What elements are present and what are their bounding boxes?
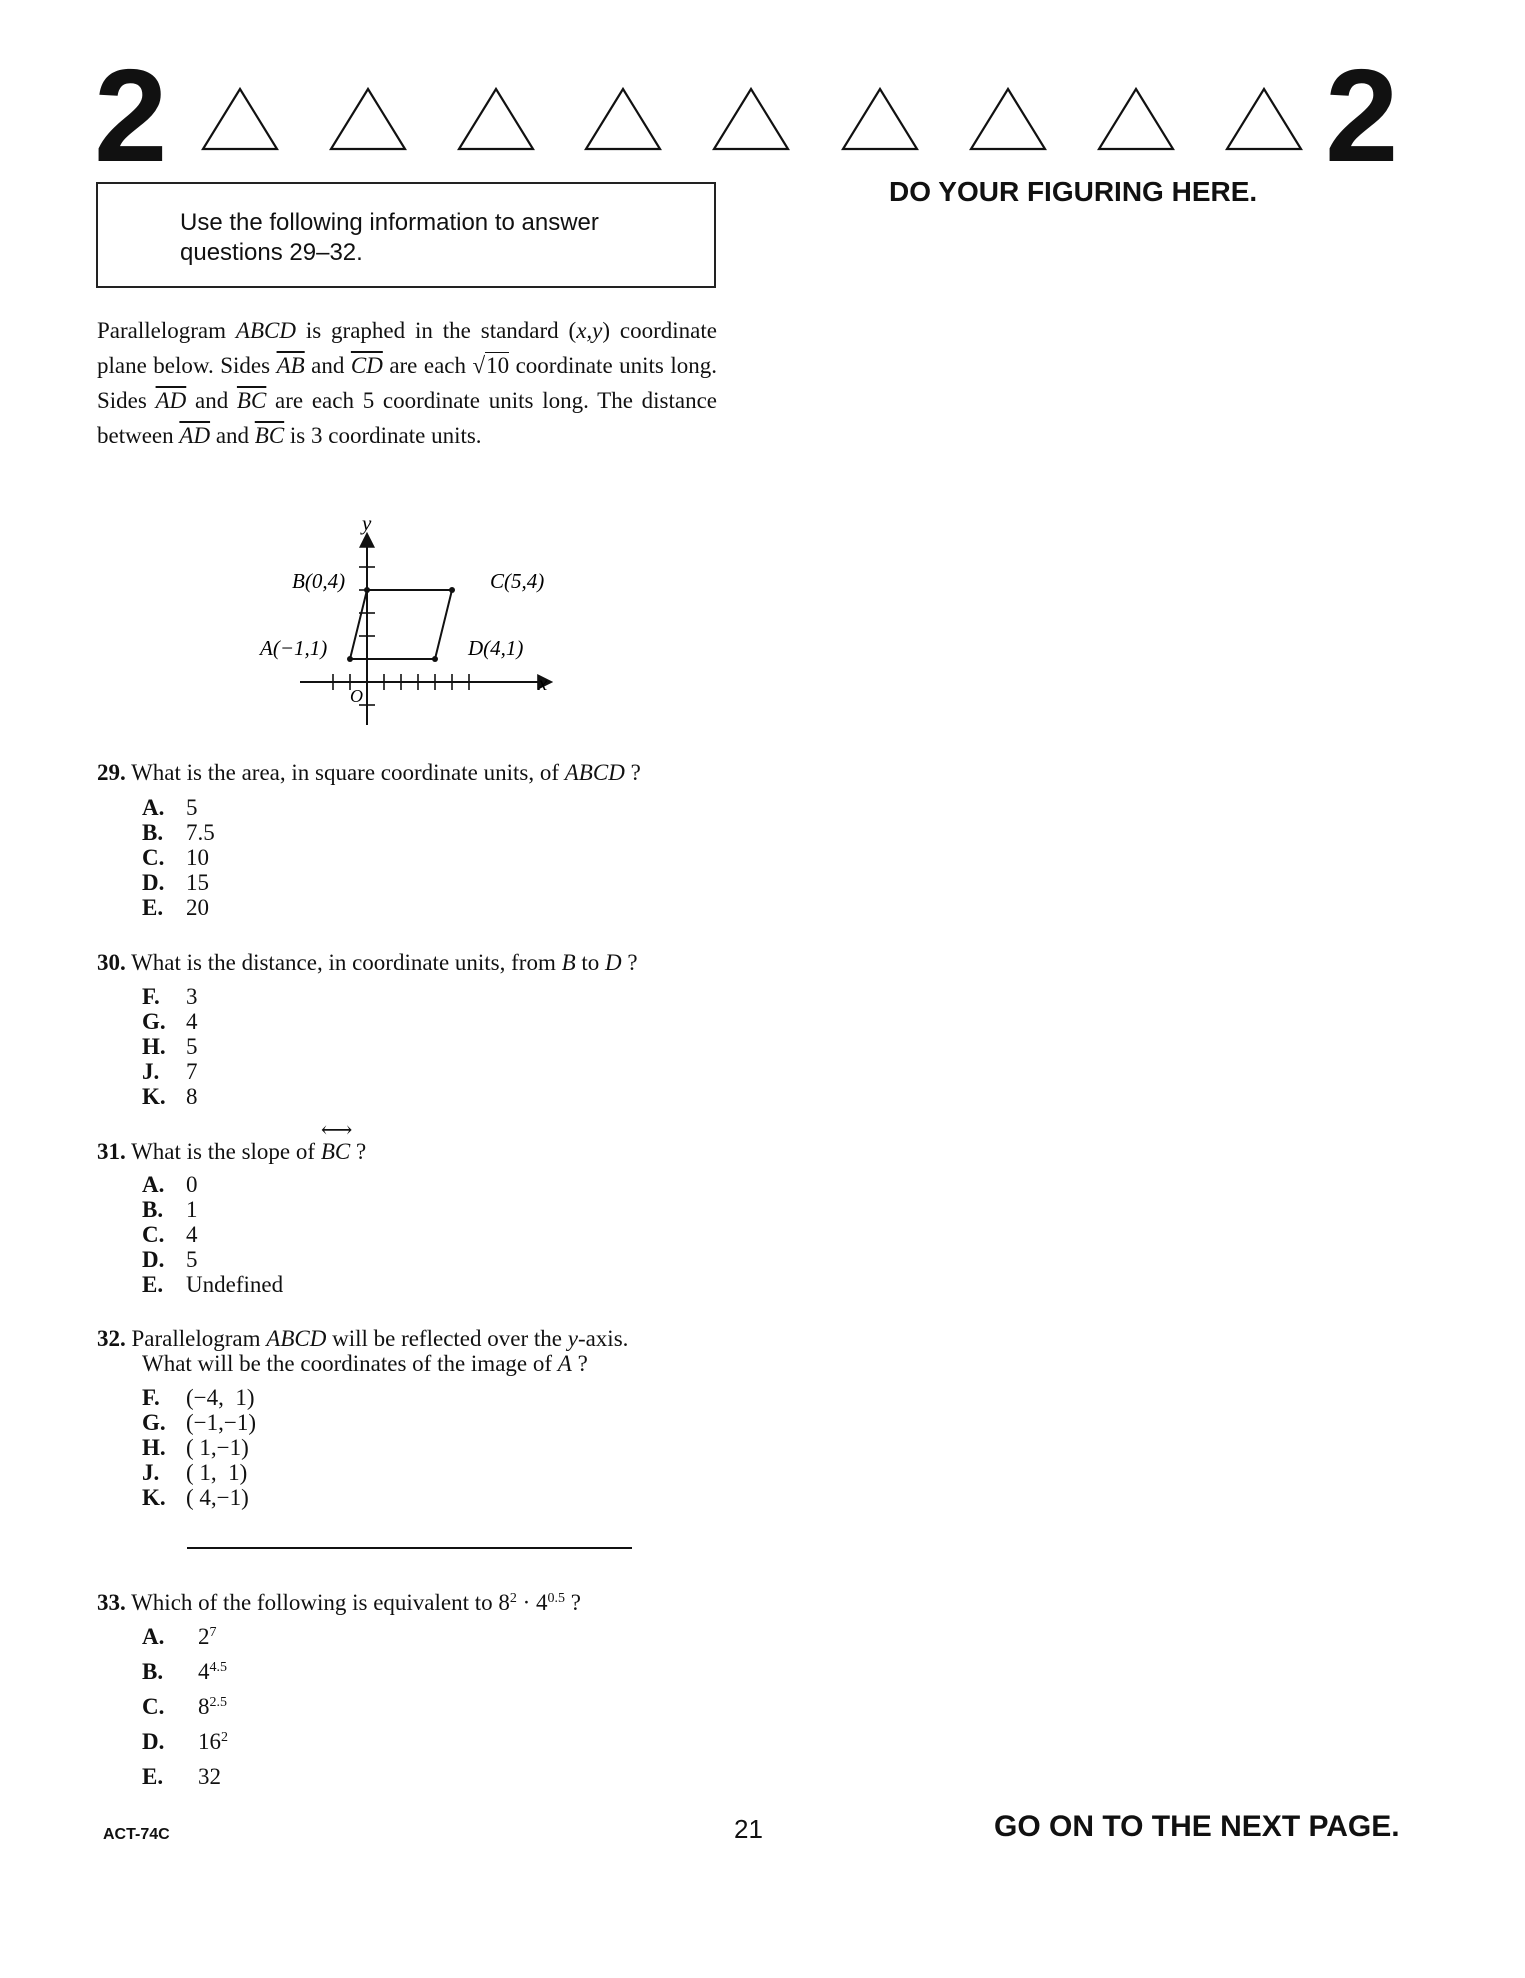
vertex-c bbox=[449, 587, 455, 593]
choice-text: $2^7$ bbox=[198, 1624, 217, 1649]
figuring-note: DO YOUR FIGURING HERE. bbox=[889, 176, 1258, 207]
choice-letter: C. bbox=[142, 1222, 165, 1247]
question-33: 33. Which of the following is equivalent to $8^2 \cdot 4^{0.5}$ ? bbox=[97, 1590, 582, 1615]
answer-choice[interactable] bbox=[142, 1272, 283, 1297]
y-axis-label: y bbox=[362, 511, 372, 535]
answer-choice[interactable] bbox=[142, 984, 198, 1009]
answer-choice[interactable] bbox=[142, 1197, 283, 1222]
choice-text: (−1,−1) bbox=[186, 1410, 257, 1435]
vertex-a bbox=[347, 656, 353, 662]
question-32-choices bbox=[142, 1385, 256, 1510]
point-b-label: B(0,4) bbox=[292, 569, 346, 593]
choice-text: 20 bbox=[186, 895, 209, 920]
form-code: ACT-74C bbox=[103, 1826, 170, 1843]
answer-choice[interactable] bbox=[142, 895, 215, 920]
intro-paragraph: Parallelogram ABCD is graphed in the standard (x,y) coordinate plane below. Sides $\overline{AB}$ and $\overline{CD}$ are each √10 coordinate units long. Sides $\overline{AD}$ and $\overline{BC}$ are each 5 coordinate units long. The distance between $\overline{AD}$ and $\overline{BC}$ is 3 coordinate units. bbox=[97, 318, 717, 448]
choice-text: ( 1,−1) bbox=[186, 1435, 249, 1460]
question-33-choices bbox=[142, 1622, 228, 1797]
section-number-left: 2 bbox=[94, 42, 166, 189]
choice-letter: J. bbox=[142, 1460, 160, 1485]
answer-choice[interactable] bbox=[142, 1622, 228, 1657]
vertex-dots bbox=[347, 587, 455, 662]
choice-text: 10 bbox=[186, 845, 209, 870]
parallelogram-figure bbox=[250, 505, 570, 735]
outline-triangle-icon-2 bbox=[328, 86, 408, 152]
choice-letter: F. bbox=[142, 984, 160, 1009]
outline-triangle-icon-8 bbox=[1096, 86, 1176, 152]
outline-triangle-icon-1 bbox=[200, 86, 280, 152]
x-axis-label: x bbox=[538, 671, 548, 695]
section-divider bbox=[187, 1547, 632, 1549]
answer-choice[interactable] bbox=[142, 1059, 198, 1084]
answer-choice[interactable] bbox=[142, 1435, 256, 1460]
vertex-d bbox=[432, 656, 438, 662]
choice-letter: B. bbox=[142, 820, 164, 845]
question-29-choices bbox=[142, 795, 215, 920]
question-31-choices bbox=[142, 1172, 283, 1297]
segment-ab: $\overline{AB}$ bbox=[276, 353, 305, 378]
axis-ticks bbox=[333, 567, 469, 705]
info-box bbox=[96, 182, 716, 288]
choice-letter: D. bbox=[142, 870, 165, 895]
section-number-right: 2 bbox=[1325, 42, 1397, 189]
segment-bc: $\overline{BC}$ bbox=[236, 388, 267, 413]
answer-choice[interactable] bbox=[142, 1222, 283, 1247]
choice-letter: D. bbox=[142, 1729, 165, 1754]
choice-letter: K. bbox=[142, 1485, 166, 1510]
choice-letter: J. bbox=[142, 1059, 160, 1084]
answer-choice[interactable] bbox=[142, 1084, 198, 1109]
answer-choice[interactable] bbox=[142, 820, 215, 845]
choice-letter: E. bbox=[142, 1764, 164, 1789]
vertex-b bbox=[364, 587, 370, 593]
question-29: 29. What is the area, in square coordinate units, of ABCD ? bbox=[97, 760, 641, 785]
answer-choice[interactable] bbox=[142, 1762, 228, 1797]
outline-triangle-icon-5 bbox=[711, 86, 791, 152]
choice-text: (−4, 1) bbox=[186, 1385, 255, 1410]
answer-choice[interactable] bbox=[142, 1172, 283, 1197]
answer-choice[interactable] bbox=[142, 1485, 256, 1510]
answer-choice[interactable] bbox=[142, 795, 215, 820]
choice-letter: K. bbox=[142, 1084, 166, 1109]
choice-letter: E. bbox=[142, 1272, 164, 1297]
point-a-label: A(−1,1) bbox=[260, 636, 328, 660]
choice-letter: H. bbox=[142, 1034, 166, 1059]
question-30: 30. What is the distance, in coordinate units, from B to D ? bbox=[97, 950, 638, 975]
choice-text: 8 bbox=[186, 1084, 198, 1109]
choice-letter: A. bbox=[142, 1624, 165, 1649]
choice-letter: F. bbox=[142, 1385, 160, 1410]
choice-text: 1 bbox=[186, 1197, 198, 1222]
choice-text: 5 bbox=[186, 1247, 198, 1272]
choice-text: 15 bbox=[186, 870, 209, 895]
answer-choice[interactable] bbox=[142, 1657, 228, 1692]
answer-choice[interactable] bbox=[142, 845, 215, 870]
choice-text: 5 bbox=[186, 1034, 198, 1059]
answer-choice[interactable] bbox=[142, 1460, 256, 1485]
page-number: 21 bbox=[734, 1814, 763, 1844]
choice-letter: C. bbox=[142, 845, 165, 870]
info-box-text: Use the following information to answer questions 29–32. bbox=[180, 209, 599, 266]
choice-text: 0 bbox=[186, 1172, 198, 1197]
choice-letter: C. bbox=[142, 1694, 165, 1719]
choice-letter: A. bbox=[142, 1172, 165, 1197]
choice-letter: A. bbox=[142, 795, 165, 820]
choice-text: $8^{2.5}$ bbox=[198, 1694, 227, 1719]
answer-choice[interactable] bbox=[142, 1385, 256, 1410]
question-31: 31. What is the slope of ⟷ BC ? bbox=[97, 1117, 367, 1164]
choice-text: 7.5 bbox=[186, 820, 215, 845]
double-arrow-icon: ⟷ bbox=[320, 1117, 353, 1142]
origin-label: O bbox=[350, 686, 363, 706]
choice-letter: B. bbox=[142, 1197, 164, 1222]
answer-choice[interactable] bbox=[142, 1727, 228, 1762]
question-32: 32. Parallelogram ABCD will be reflected over the y-axis. What will be the coordinates of the image of A ? bbox=[97, 1326, 629, 1376]
question-30-choices bbox=[142, 984, 198, 1109]
outline-triangle-icon-6 bbox=[840, 86, 920, 152]
point-d-label: D(4,1) bbox=[468, 636, 524, 660]
outline-triangle-icon-7 bbox=[968, 86, 1048, 152]
choice-text: Undefined bbox=[186, 1272, 284, 1297]
answer-choice[interactable] bbox=[142, 1692, 228, 1727]
sqrt-radicand: 10 bbox=[486, 353, 510, 378]
outline-triangle-icon-9 bbox=[1224, 86, 1304, 152]
outline-triangle-icon-4 bbox=[583, 86, 663, 152]
answer-choice[interactable] bbox=[142, 870, 215, 895]
segment-ad: $\overline{AD}$ bbox=[155, 388, 187, 413]
choice-text: 3 bbox=[186, 984, 198, 1009]
choice-text: 5 bbox=[186, 795, 198, 820]
choice-letter: E. bbox=[142, 895, 164, 920]
point-c-label: C(5,4) bbox=[490, 569, 545, 593]
answer-choice[interactable] bbox=[142, 1410, 256, 1435]
outline-triangle-icon-3 bbox=[456, 86, 536, 152]
parallelogram-abcd bbox=[350, 590, 452, 659]
choice-text: ( 4,−1) bbox=[186, 1485, 249, 1510]
answer-choice[interactable] bbox=[142, 1009, 198, 1034]
answer-choice[interactable] bbox=[142, 1247, 283, 1272]
choice-text: ( 1, 1) bbox=[186, 1460, 248, 1485]
choice-text: 4 bbox=[186, 1009, 198, 1034]
choice-text: 7 bbox=[186, 1059, 198, 1084]
choice-letter: G. bbox=[142, 1410, 166, 1435]
shape-name: ABCD bbox=[235, 318, 296, 343]
segment-cd: $\overline{CD}$ bbox=[350, 353, 383, 378]
choice-letter: D. bbox=[142, 1247, 165, 1272]
choice-letter: B. bbox=[142, 1659, 164, 1684]
choice-letter: H. bbox=[142, 1435, 166, 1460]
sqrt-symbol: √ bbox=[472, 353, 486, 378]
answer-choice[interactable] bbox=[142, 1034, 198, 1059]
choice-text: $16^2$ bbox=[198, 1729, 228, 1754]
choice-text: 4 bbox=[186, 1222, 198, 1247]
choice-text: $4^{4.5}$ bbox=[198, 1659, 227, 1684]
choice-text: 32 bbox=[198, 1764, 221, 1789]
next-page-note: GO ON TO THE NEXT PAGE. bbox=[994, 1810, 1400, 1843]
choice-letter: G. bbox=[142, 1009, 166, 1034]
line-notation: ⟷ BC bbox=[320, 1117, 353, 1164]
